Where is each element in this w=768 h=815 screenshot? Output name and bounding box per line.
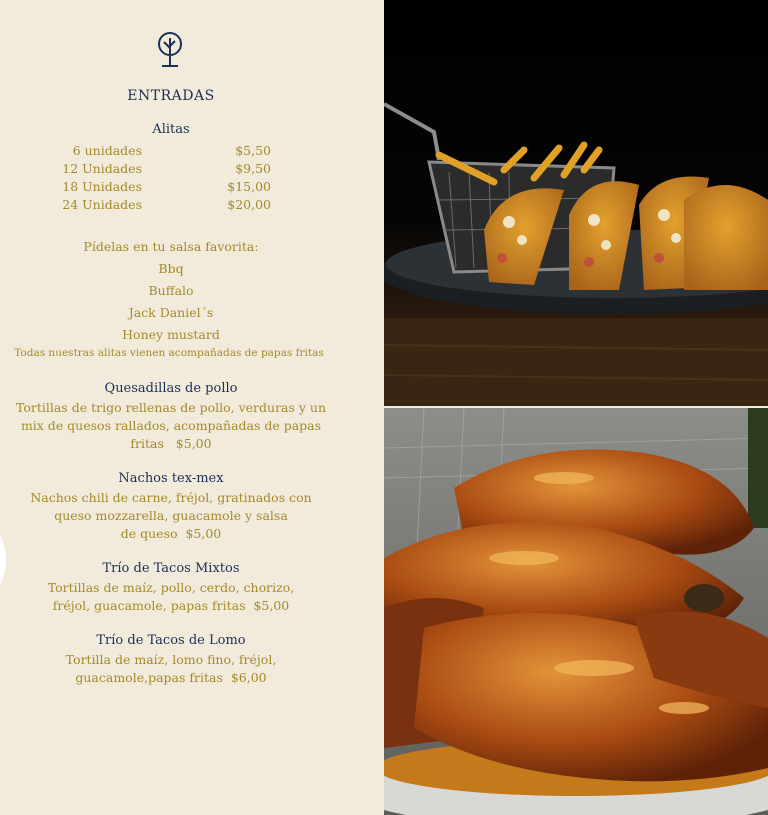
alitas-price: $9,50 <box>235 161 271 176</box>
dish-line: mix de quesos rallados, acompañadas de papas <box>20 418 322 433</box>
alitas-title: Alitas <box>152 122 190 137</box>
alitas-qty: 12 Unidades <box>62 161 142 176</box>
alitas-qty: 6 unidades <box>72 143 142 158</box>
dish-title: Nachos tex-mex <box>118 471 224 486</box>
dish-line: guacamole,papas fritas $6,00 <box>75 670 267 685</box>
alitas-price: $15,00 <box>227 179 271 194</box>
dish-line: fritas $5,00 <box>130 436 212 451</box>
dish-description <box>0 399 342 453</box>
dish-line: de queso $5,00 <box>120 526 222 541</box>
tacos-illustration <box>384 0 768 406</box>
alitas-qty: 18 Unidades <box>62 179 142 194</box>
alitas-qty: 24 Unidades <box>62 197 142 212</box>
section-title: ENTRADAS <box>127 88 215 104</box>
sauce-intro: Pídelas en tu salsa favorita: <box>83 239 259 254</box>
dish-line: Tortilla de maíz, lomo fino, fréjol, <box>65 652 277 667</box>
sauce-item: Buffalo <box>148 283 194 298</box>
dish-line: Tortillas de trigo rellenas de pollo, verduras y un <box>15 400 327 415</box>
alitas-note: Todas nuestras alitas vienen acompañadas de papas fritas <box>14 347 324 359</box>
sauce-item: Honey mustard <box>122 327 220 342</box>
wings-photo <box>384 408 768 815</box>
dish-line: Nachos chili de carne, fréjol, gratinados con <box>30 490 312 505</box>
dish-line: queso mozzarella, guacamole y salsa <box>54 508 288 523</box>
dish-title: Trío de Tacos Mixtos <box>102 561 240 576</box>
sauce-item: Jack Daniel´s <box>128 305 214 320</box>
sauce-item: Bbq <box>158 261 184 276</box>
dish-line: Tortillas de maíz, pollo, cerdo, chorizo, <box>47 580 295 595</box>
tree-icon <box>154 30 186 70</box>
wings-illustration <box>384 408 768 815</box>
alitas-price: $5,50 <box>235 143 271 158</box>
dish-line: fréjol, guacamole, papas fritas $5,00 <box>52 598 290 613</box>
tacos-photo <box>384 0 768 406</box>
dish-title: Quesadillas de pollo <box>104 381 238 396</box>
dish-description <box>0 489 342 543</box>
alitas-price-list <box>0 143 342 221</box>
dish-title: Trío de Tacos de Lomo <box>96 633 246 648</box>
dish-description <box>0 651 342 687</box>
dish-description <box>0 579 342 615</box>
alitas-price: $20,00 <box>227 197 271 212</box>
